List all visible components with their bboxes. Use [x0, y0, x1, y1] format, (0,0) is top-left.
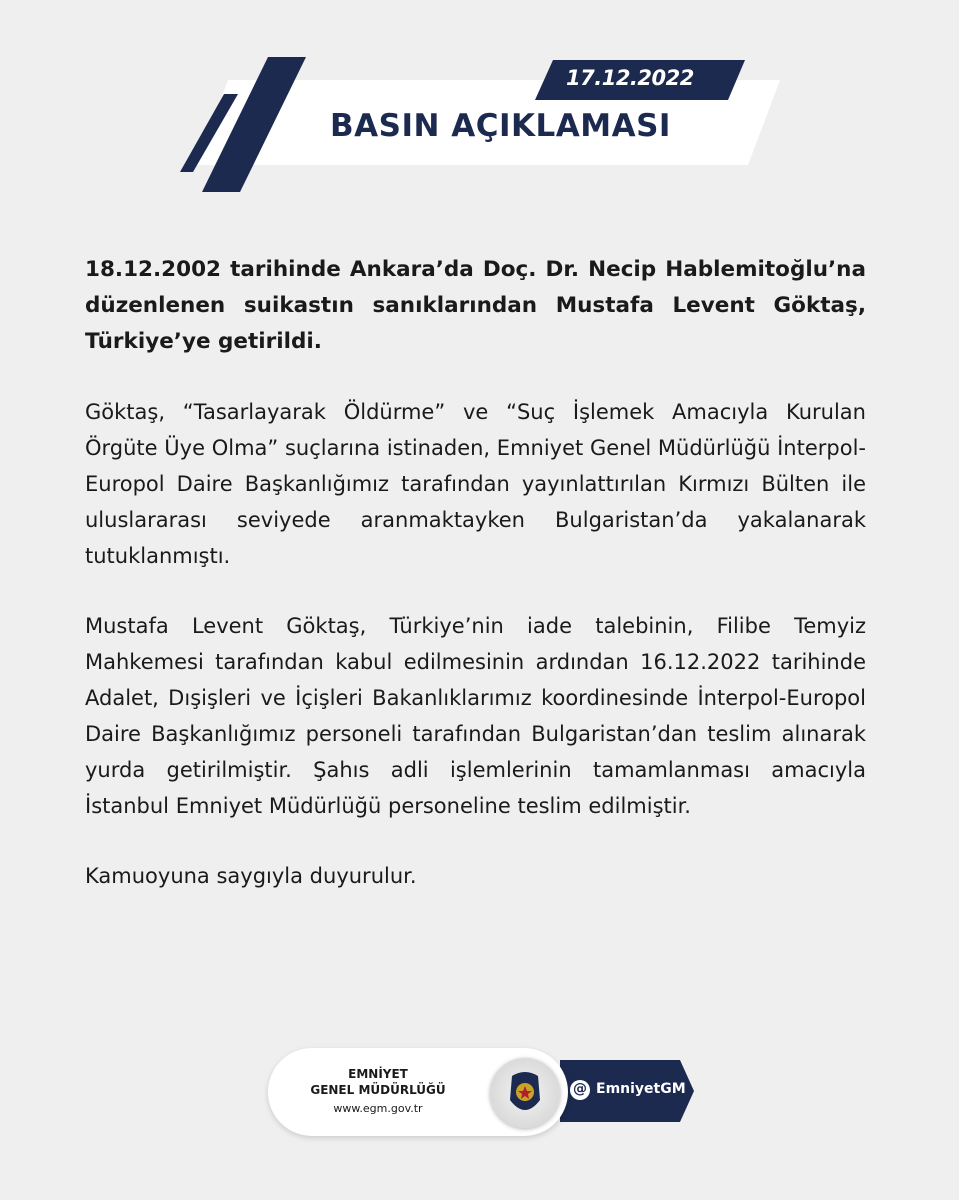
press-release-body — [85, 252, 866, 928]
social-handle[interactable] — [570, 1080, 686, 1100]
organization-name — [268, 1066, 488, 1098]
paragraph-1: Göktaş, “Tasarlayarak Öldürme” ve “Suç İşlemek Amacıyla Kurulan Örgüte Üye Olma” suçlarına istinaden, Emniyet Genel Müdürlüğü İnterpol-Europol Daire Başkanlığımız tarafından yayınlattırılan Kırmızı Bülten ile uluslararası seviyede aranmaktayken Bulgaristan’da yakalanarak tutuklanmıştı. — [85, 400, 866, 568]
at-icon: @ — [570, 1080, 590, 1100]
lead-paragraph: 18.12.2002 tarihinde Ankara’da Doç. Dr. Necip Hablemitoğlu’na düzenlenen suikastın sanıklarından Mustafa Levent Göktaş, Türkiye’ye getirildi. — [85, 257, 866, 354]
release-date: 17.12.2022 — [566, 66, 694, 90]
page-title: BASIN AÇIKLAMASI — [330, 108, 671, 144]
paragraph-2: Mustafa Levent Göktaş, Türkiye’nin iade talebinin, Filibe Temyiz Mahkemesi tarafından kabul edilmesinin ardından 16.12.2022 tarihinde Adalet, Dışişleri ve İçişleri Bakanlıklarımız koordinesinde İnterpol-Europol Daire Başkanlığımız personeli tarafından Bulgaristan’dan teslim alınarak yurda getirilmiştir. Şahıs adli işlemlerinin tamamlanması amacıyla İstanbul Emniyet Müdürlüğü personeline teslim edilmiştir. — [85, 614, 866, 818]
website-link[interactable]: www.egm.gov.tr — [333, 1102, 423, 1115]
org-line-1: EMNİYET — [348, 1067, 408, 1081]
police-badge-icon — [490, 1058, 560, 1128]
closing-paragraph: Kamuoyuna saygıyla duyurulur. — [85, 864, 417, 888]
handle-text: EmniyetGM — [596, 1081, 686, 1097]
police-logo — [490, 1058, 560, 1128]
org-line-2: GENEL MÜDÜRLÜĞÜ — [310, 1083, 446, 1097]
